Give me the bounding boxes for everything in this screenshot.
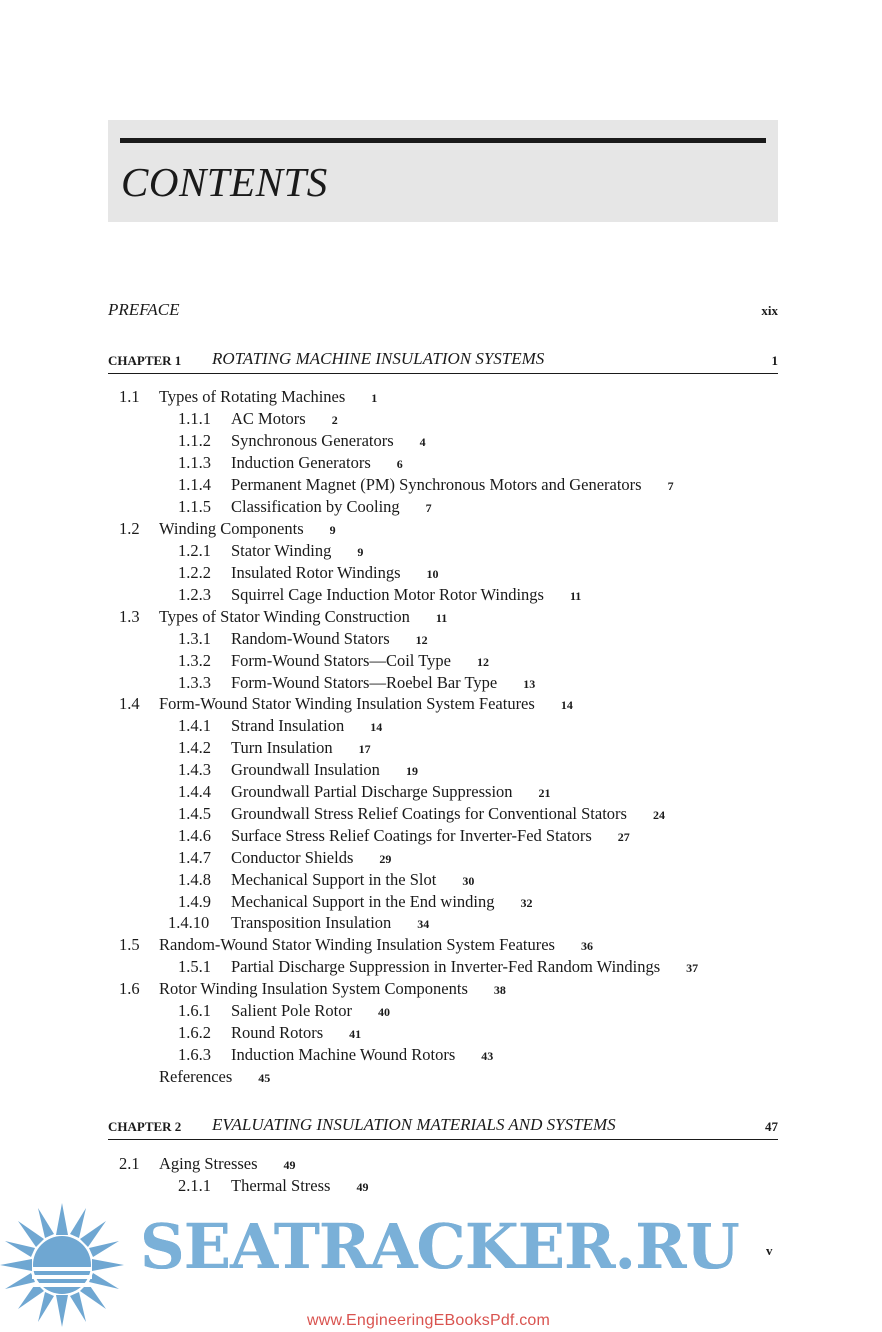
entry-number: 1.2.1 xyxy=(178,541,211,560)
entry-page: 19 xyxy=(405,764,418,778)
entry-page: 41 xyxy=(349,1027,362,1041)
entry-title: Mechanical Support in the Slot xyxy=(231,870,437,889)
entry-title: Types of Rotating Machines xyxy=(159,387,346,406)
toc-entry[interactable] xyxy=(178,803,665,825)
watermark-brand: SEATRACKER.RU xyxy=(140,1210,739,1283)
entry-page: 11 xyxy=(569,589,582,603)
entry-title: Transposition Insulation xyxy=(231,913,392,932)
entry-title: Insulated Rotor Windings xyxy=(231,563,401,582)
entry-title: Groundwall Partial Discharge Suppression xyxy=(231,782,513,801)
entry-page: 32 xyxy=(520,896,533,910)
entry-number: 1.1 xyxy=(119,387,140,406)
watermark-stray-char: v xyxy=(766,1243,773,1258)
chapter-title: EVALUATING INSULATION MATERIALS AND SYSTEMS xyxy=(212,1115,616,1134)
entry-number: 1.1.2 xyxy=(178,431,211,450)
entry-page: 12 xyxy=(415,633,428,647)
entry-number: 1.2.3 xyxy=(178,585,211,604)
entry-title: Squirrel Cage Induction Motor Rotor Windings xyxy=(231,585,544,604)
toc-entry[interactable] xyxy=(178,672,535,694)
entry-page: 34 xyxy=(417,917,430,931)
entry-title: Random-Wound Stator Winding Insulation System Features xyxy=(159,935,555,954)
entry-number: 1.4.6 xyxy=(178,826,211,845)
entry-number: 1.1.1 xyxy=(178,409,211,428)
chapter-number: CHAPTER 2 xyxy=(108,1119,182,1134)
toc-entry[interactable] xyxy=(178,715,382,737)
entry-number: 1.4.7 xyxy=(178,848,211,867)
entry-number: 1.1.5 xyxy=(178,497,211,516)
entry-page: 37 xyxy=(686,961,699,975)
entry-title: Round Rotors xyxy=(231,1023,324,1042)
toc-entry[interactable] xyxy=(178,562,439,584)
watermark-url[interactable]: www.EngineeringEBooksPdf.com xyxy=(307,1312,551,1329)
toc-entry[interactable] xyxy=(178,759,418,781)
entry-title: Salient Pole Rotor xyxy=(231,1001,352,1020)
entry-number: 1.1.3 xyxy=(178,453,211,472)
chapter-title: ROTATING MACHINE INSULATION SYSTEMS xyxy=(212,349,545,368)
entry-title: AC Motors xyxy=(231,409,306,428)
entry-number: 1.6.3 xyxy=(178,1045,211,1064)
entry-page: 2 xyxy=(331,413,338,427)
toc-entry[interactable] xyxy=(178,891,533,913)
preface-label: PREFACE xyxy=(108,300,180,319)
entry-page: 30 xyxy=(462,874,475,888)
entry-page: 10 xyxy=(426,567,439,581)
entry-page: 49 xyxy=(356,1180,369,1194)
entry-title: Form-Wound Stators—Coil Type xyxy=(231,651,451,670)
toc-entry[interactable] xyxy=(168,912,429,934)
entry-title: Surface Stress Relief Coatings for Inverter-Fed Stators xyxy=(231,826,592,845)
entry-title: Stator Winding xyxy=(231,541,332,560)
entry-number: 1.3.2 xyxy=(178,651,211,670)
toc-entry[interactable] xyxy=(178,1000,390,1022)
toc-entry[interactable] xyxy=(178,408,338,430)
entry-title: Form-Wound Stator Winding Insulation System Features xyxy=(159,694,535,713)
entry-number: 1.4.3 xyxy=(178,760,211,779)
entry-number: 1.3.3 xyxy=(178,673,211,692)
entry-number: 1.4.1 xyxy=(178,716,211,735)
entry-number: 1.5 xyxy=(119,935,140,954)
entry-title: Winding Components xyxy=(159,519,304,538)
entry-title: Thermal Stress xyxy=(231,1176,331,1195)
entry-page: 45 xyxy=(258,1071,271,1085)
chapter-page: 47 xyxy=(765,1119,778,1134)
toc-entry[interactable] xyxy=(178,847,391,869)
entry-page: 6 xyxy=(396,457,403,471)
entry-page: 12 xyxy=(476,655,489,669)
entry-page: 21 xyxy=(538,786,551,800)
entry-page: 40 xyxy=(378,1005,390,1019)
entry-page: 49 xyxy=(283,1158,296,1172)
entry-number: 1.4.2 xyxy=(178,738,211,757)
entry-title: Partial Discharge Suppression in Inverter-Fed Random Windings xyxy=(231,957,661,976)
entry-title: Aging Stresses xyxy=(159,1154,258,1173)
toc-entry[interactable] xyxy=(178,496,432,518)
toc-entry[interactable] xyxy=(178,737,371,759)
entry-number: 1.2.2 xyxy=(178,563,211,582)
entry-number: 1.5.1 xyxy=(178,957,211,976)
contents-header xyxy=(108,120,778,222)
entry-number: 1.3 xyxy=(119,607,140,626)
toc-preface[interactable] xyxy=(108,300,778,322)
entry-title: Turn Insulation xyxy=(231,738,333,757)
page-title: CONTENTS xyxy=(121,159,328,205)
entry-page: 14 xyxy=(370,720,383,734)
toc-entry[interactable] xyxy=(178,1044,493,1066)
entry-page: 9 xyxy=(357,545,364,559)
entry-number: 1.6.2 xyxy=(178,1023,211,1042)
entry-title: Induction Machine Wound Rotors xyxy=(231,1045,456,1064)
toc-entry[interactable] xyxy=(178,650,489,672)
toc-entry[interactable] xyxy=(178,956,698,978)
entry-page: 29 xyxy=(379,852,392,866)
entry-number: 1.1.4 xyxy=(178,475,211,494)
toc-entry[interactable] xyxy=(178,1175,368,1197)
entry-page: 9 xyxy=(329,523,336,537)
entry-title: Form-Wound Stators—Roebel Bar Type xyxy=(231,673,498,692)
entry-number: 1.4.10 xyxy=(168,913,210,932)
entry-page: 7 xyxy=(425,501,432,515)
entry-number: 1.6.1 xyxy=(178,1001,211,1020)
entry-page: 13 xyxy=(523,677,536,691)
entry-title: Rotor Winding Insulation System Components xyxy=(159,979,468,998)
toc-entry[interactable] xyxy=(159,1066,270,1088)
toc-entry[interactable] xyxy=(178,452,403,474)
toc-entry[interactable] xyxy=(178,430,426,452)
toc-entry[interactable] xyxy=(119,978,506,1000)
entry-title: Strand Insulation xyxy=(231,716,345,735)
entry-title: Mechanical Support in the End winding xyxy=(231,892,495,911)
entry-page: 27 xyxy=(617,830,630,844)
toc-entry[interactable] xyxy=(178,474,674,496)
entry-number: 1.3.1 xyxy=(178,629,211,648)
entry-page: 7 xyxy=(667,479,674,493)
toc-entry[interactable] xyxy=(119,934,593,956)
entry-page: 43 xyxy=(481,1049,494,1063)
entry-number: 1.4.8 xyxy=(178,870,211,889)
entry-page: 36 xyxy=(580,939,593,953)
entry-page: 14 xyxy=(560,698,573,712)
toc-entry[interactable] xyxy=(119,693,573,715)
entry-number: 1.4.4 xyxy=(178,782,211,801)
toc-entry[interactable] xyxy=(119,1153,296,1175)
entry-number: 1.2 xyxy=(119,519,140,538)
entry-page: 17 xyxy=(358,742,371,756)
entry-title: Induction Generators xyxy=(231,453,371,472)
entry-title: Groundwall Stress Relief Coatings for Conventional Stators xyxy=(231,804,627,823)
entry-title: Types of Stator Winding Construction xyxy=(159,607,410,626)
toc-entry[interactable] xyxy=(178,628,428,650)
entry-number: 1.4.9 xyxy=(178,892,211,911)
toc-entry[interactable] xyxy=(178,540,363,562)
entry-title: References xyxy=(159,1067,233,1086)
entry-number: 1.4 xyxy=(119,694,140,713)
header-rule xyxy=(120,138,766,143)
toc-entry[interactable] xyxy=(119,386,377,408)
chapter-number: CHAPTER 1 xyxy=(108,353,182,368)
toc-entry[interactable] xyxy=(178,869,474,891)
toc-entry[interactable] xyxy=(178,825,630,847)
entry-number: 1.6 xyxy=(119,979,140,998)
entry-page: 24 xyxy=(652,808,665,822)
toc-entry[interactable] xyxy=(178,781,551,803)
entry-title: Permanent Magnet (PM) Synchronous Motors and Generators xyxy=(231,475,642,494)
entry-title: Synchronous Generators xyxy=(231,431,394,450)
entry-number: 2.1 xyxy=(119,1154,140,1173)
toc-entry[interactable] xyxy=(119,518,336,540)
chapter-heading[interactable] xyxy=(108,349,778,374)
entry-number: 2.1.1 xyxy=(178,1176,211,1195)
toc-entry[interactable] xyxy=(119,606,447,628)
entry-title: Conductor Shields xyxy=(231,848,354,867)
toc-entry[interactable] xyxy=(178,1022,361,1044)
entry-title: Groundwall Insulation xyxy=(231,760,380,779)
entry-title: Random-Wound Stators xyxy=(231,629,390,648)
entry-page: 38 xyxy=(493,983,506,997)
entry-number: 1.4.5 xyxy=(178,804,211,823)
preface-page: xix xyxy=(761,303,778,318)
chapter-heading[interactable] xyxy=(108,1115,778,1140)
entry-page: 11 xyxy=(435,611,448,625)
toc-entry[interactable] xyxy=(178,584,581,606)
entry-page: 4 xyxy=(419,435,426,449)
chapter-page: 1 xyxy=(771,353,778,368)
entry-page: 1 xyxy=(371,391,378,405)
entry-title: Classification by Cooling xyxy=(231,497,400,516)
